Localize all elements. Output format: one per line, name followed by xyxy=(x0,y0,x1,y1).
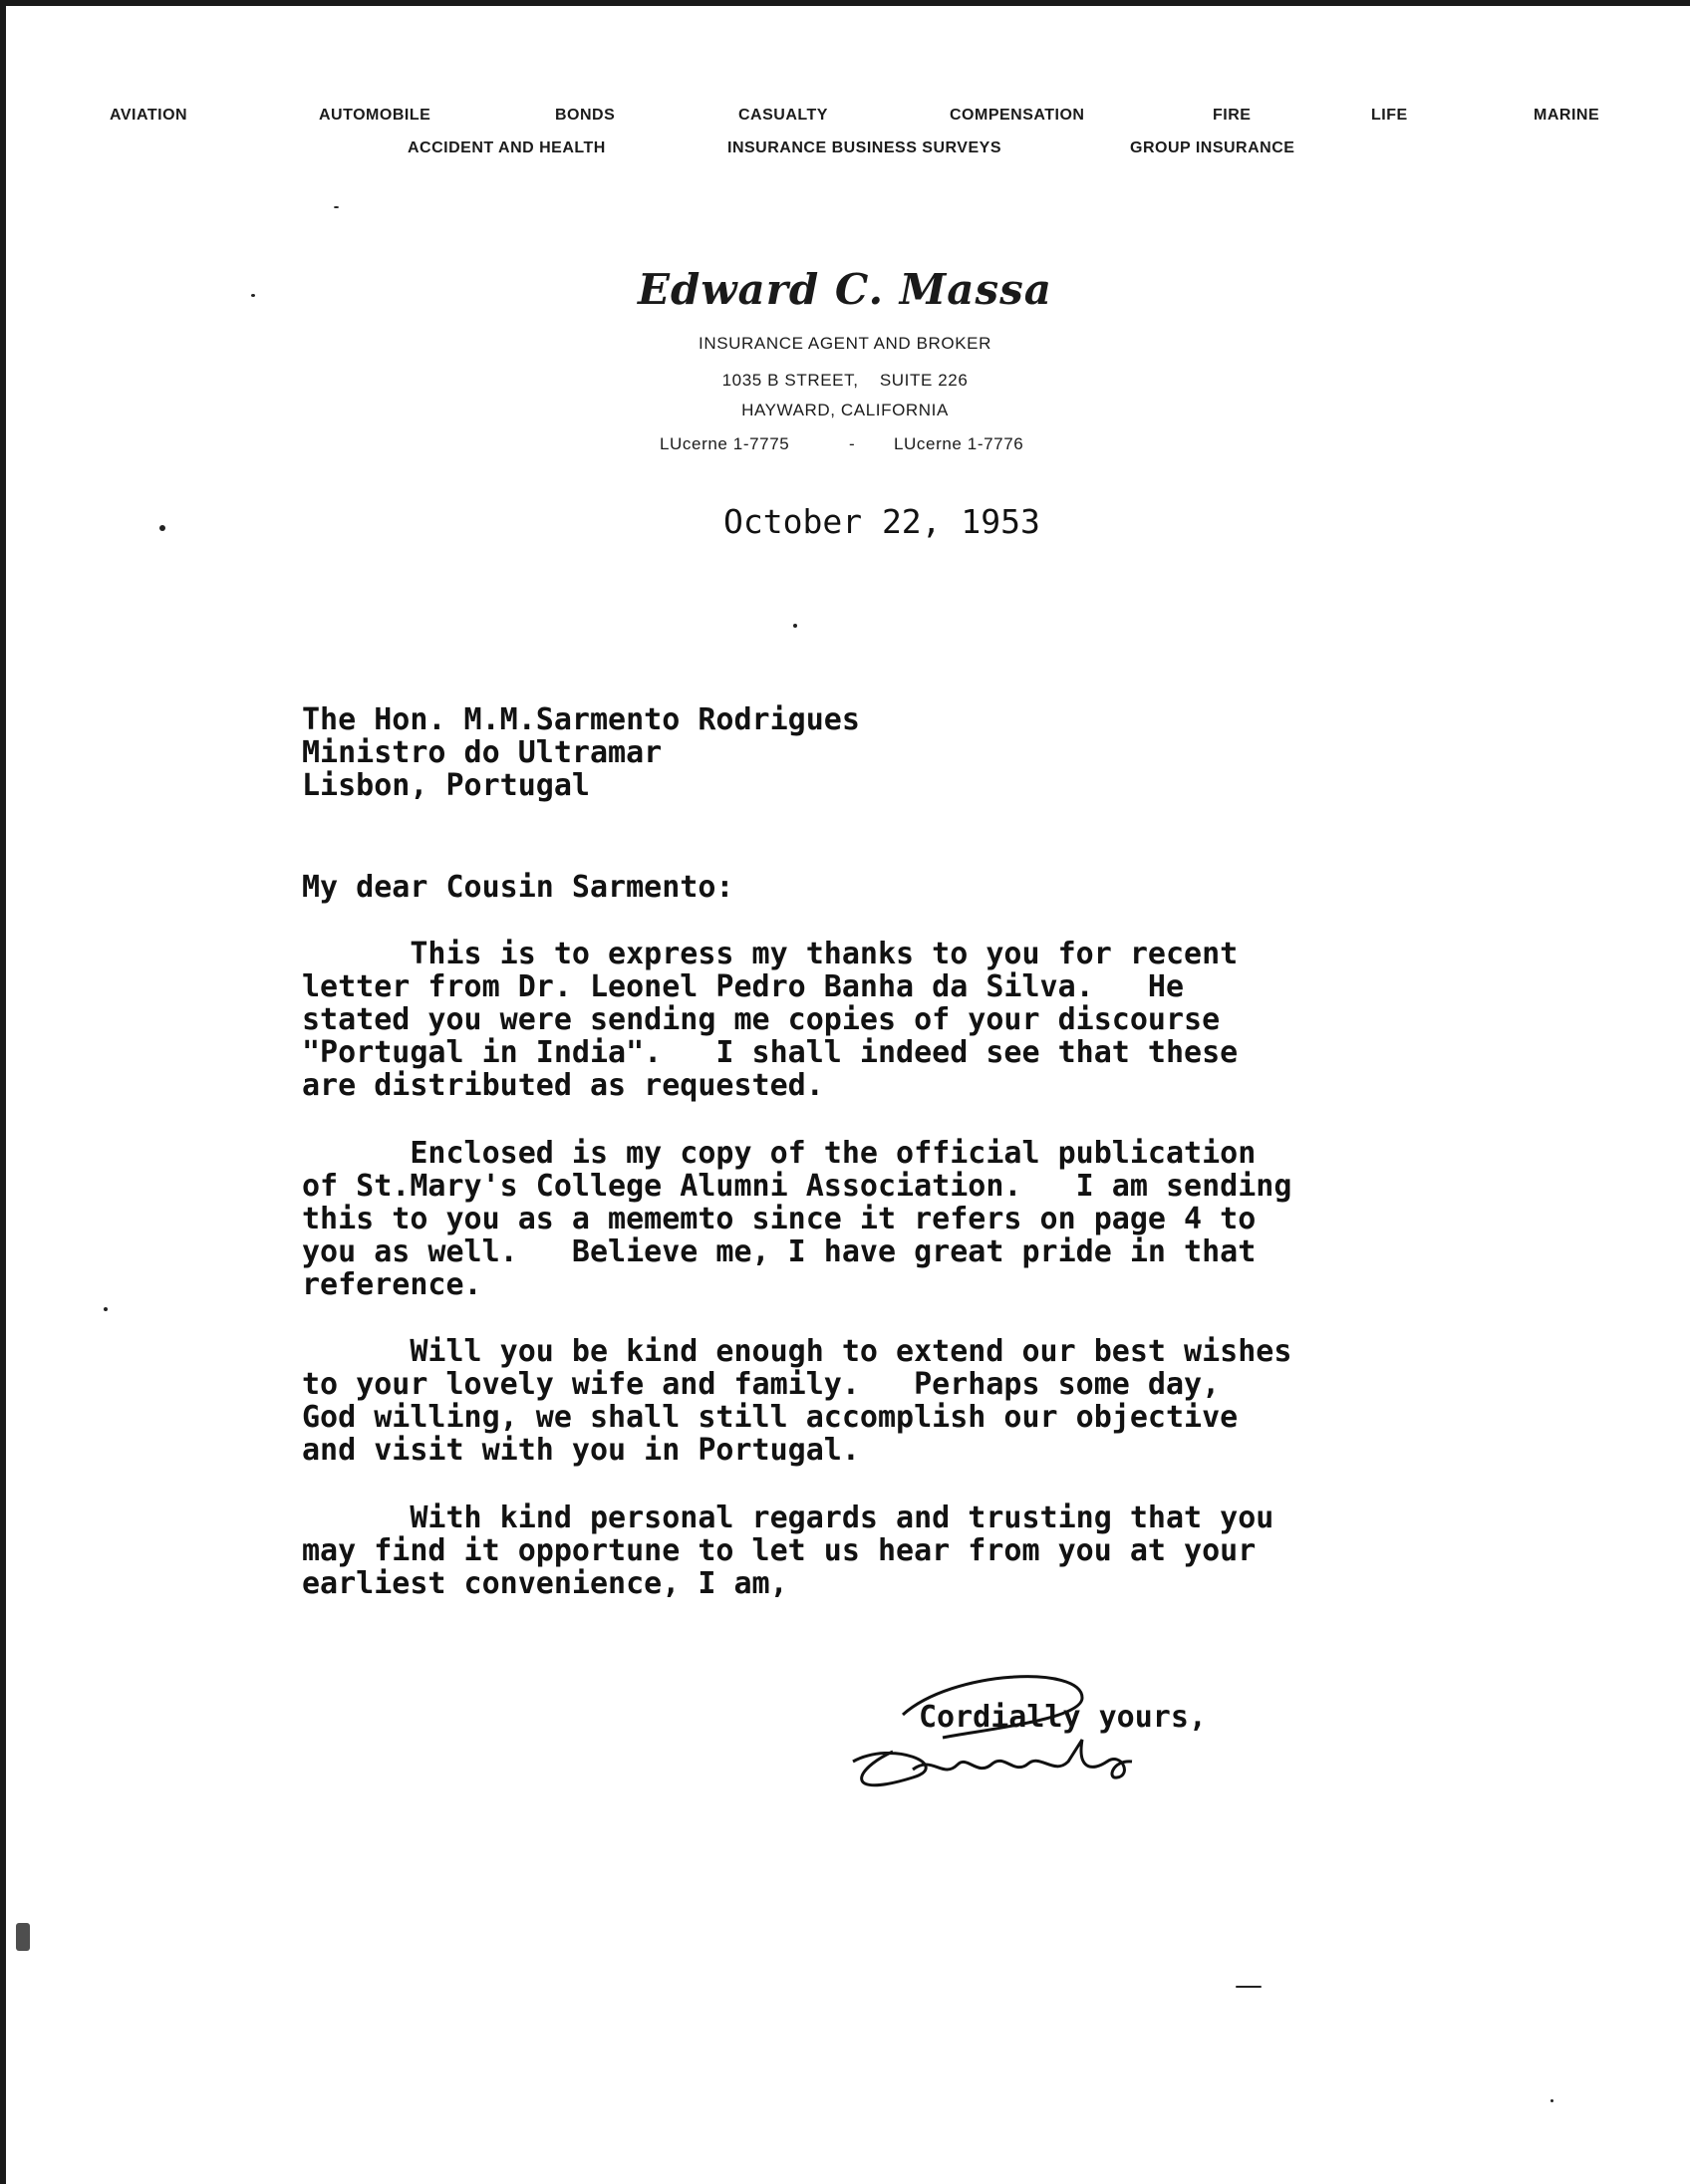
scan-edge-left xyxy=(0,0,6,2184)
category-compensation: COMPENSATION xyxy=(950,107,1085,124)
body-line: you as well. Believe me, I have great pride in that xyxy=(302,1234,1257,1269)
category-bonds: BONDS xyxy=(555,107,616,124)
scan-speck xyxy=(793,624,797,628)
category-automobile: AUTOMOBILE xyxy=(319,107,431,124)
letterhead-name: Edward C. Massa xyxy=(637,265,1052,314)
category-insurance-business-surveys: INSURANCE BUSINESS SURVEYS xyxy=(727,139,1001,156)
category-accident-and-health: ACCIDENT AND HEALTH xyxy=(408,139,606,156)
recipient-line: Ministro do Ultramar xyxy=(302,735,663,770)
category-life: LIFE xyxy=(1371,107,1408,124)
body-line: With kind personal regards and trusting that you xyxy=(302,1501,1274,1535)
letterhead-title: INSURANCE AGENT AND BROKER xyxy=(699,334,991,353)
scan-speck xyxy=(1550,2099,1553,2102)
handwritten-signature xyxy=(833,1660,1252,1789)
body-line: are distributed as requested. xyxy=(302,1068,824,1103)
body-line: stated you were sending me copies of your discourse xyxy=(302,1002,1221,1037)
scan-edge-top xyxy=(0,0,1690,6)
scan-speck xyxy=(334,206,339,208)
scan-speck xyxy=(251,294,255,297)
body-line: letter from Dr. Leonel Pedro Banha da Silva. He xyxy=(302,969,1185,1004)
letterhead-phone-1: LUcerne 1-7775 xyxy=(660,434,790,453)
letter-date: October 22, 1953 xyxy=(723,502,1040,541)
letterhead-phone-2: LUcerne 1-7776 xyxy=(894,434,1024,453)
scan-speck xyxy=(104,1307,108,1311)
scan-speck xyxy=(1236,1986,1262,1988)
body-line: to your lovely wife and family. Perhaps some day, xyxy=(302,1367,1221,1402)
scan-speck xyxy=(16,1923,30,1951)
scan-speck xyxy=(159,525,165,531)
body-line: "Portugal in India". I shall indeed see that these xyxy=(302,1035,1239,1070)
closing: Cordially yours, xyxy=(919,1700,1207,1735)
body-line: earliest convenience, I am, xyxy=(302,1566,788,1601)
category-aviation: AVIATION xyxy=(110,107,188,124)
category-casualty: CASUALTY xyxy=(738,107,828,124)
body-line: God willing, we shall still accomplish our objective xyxy=(302,1400,1239,1435)
salutation: My dear Cousin Sarmento: xyxy=(302,870,734,905)
body-line: of St.Mary's College Alumni Association. I am sending xyxy=(302,1169,1292,1204)
recipient-line: Lisbon, Portugal xyxy=(302,768,590,803)
body-line: reference. xyxy=(302,1267,482,1302)
category-fire: FIRE xyxy=(1213,107,1252,124)
category-group-insurance: GROUP INSURANCE xyxy=(1130,139,1295,156)
body-line: Will you be kind enough to extend our best wishes xyxy=(302,1334,1292,1369)
letterhead-city: HAYWARD, CALIFORNIA xyxy=(741,401,949,419)
body-line: Enclosed is my copy of the official publication xyxy=(302,1136,1257,1171)
body-line: and visit with you in Portugal. xyxy=(302,1433,860,1468)
body-line: This is to express my thanks to you for recent xyxy=(302,937,1239,971)
letterhead-phone-separator: - xyxy=(849,434,856,453)
recipient-line: The Hon. M.M.Sarmento Rodrigues xyxy=(302,702,860,737)
letterhead-street: 1035 B STREET, SUITE 226 xyxy=(721,371,969,390)
category-marine: MARINE xyxy=(1534,107,1600,124)
body-line: may find it opportune to let us hear from you at your xyxy=(302,1533,1257,1568)
body-line: this to you as a mememto since it refers on page 4 to xyxy=(302,1202,1257,1236)
